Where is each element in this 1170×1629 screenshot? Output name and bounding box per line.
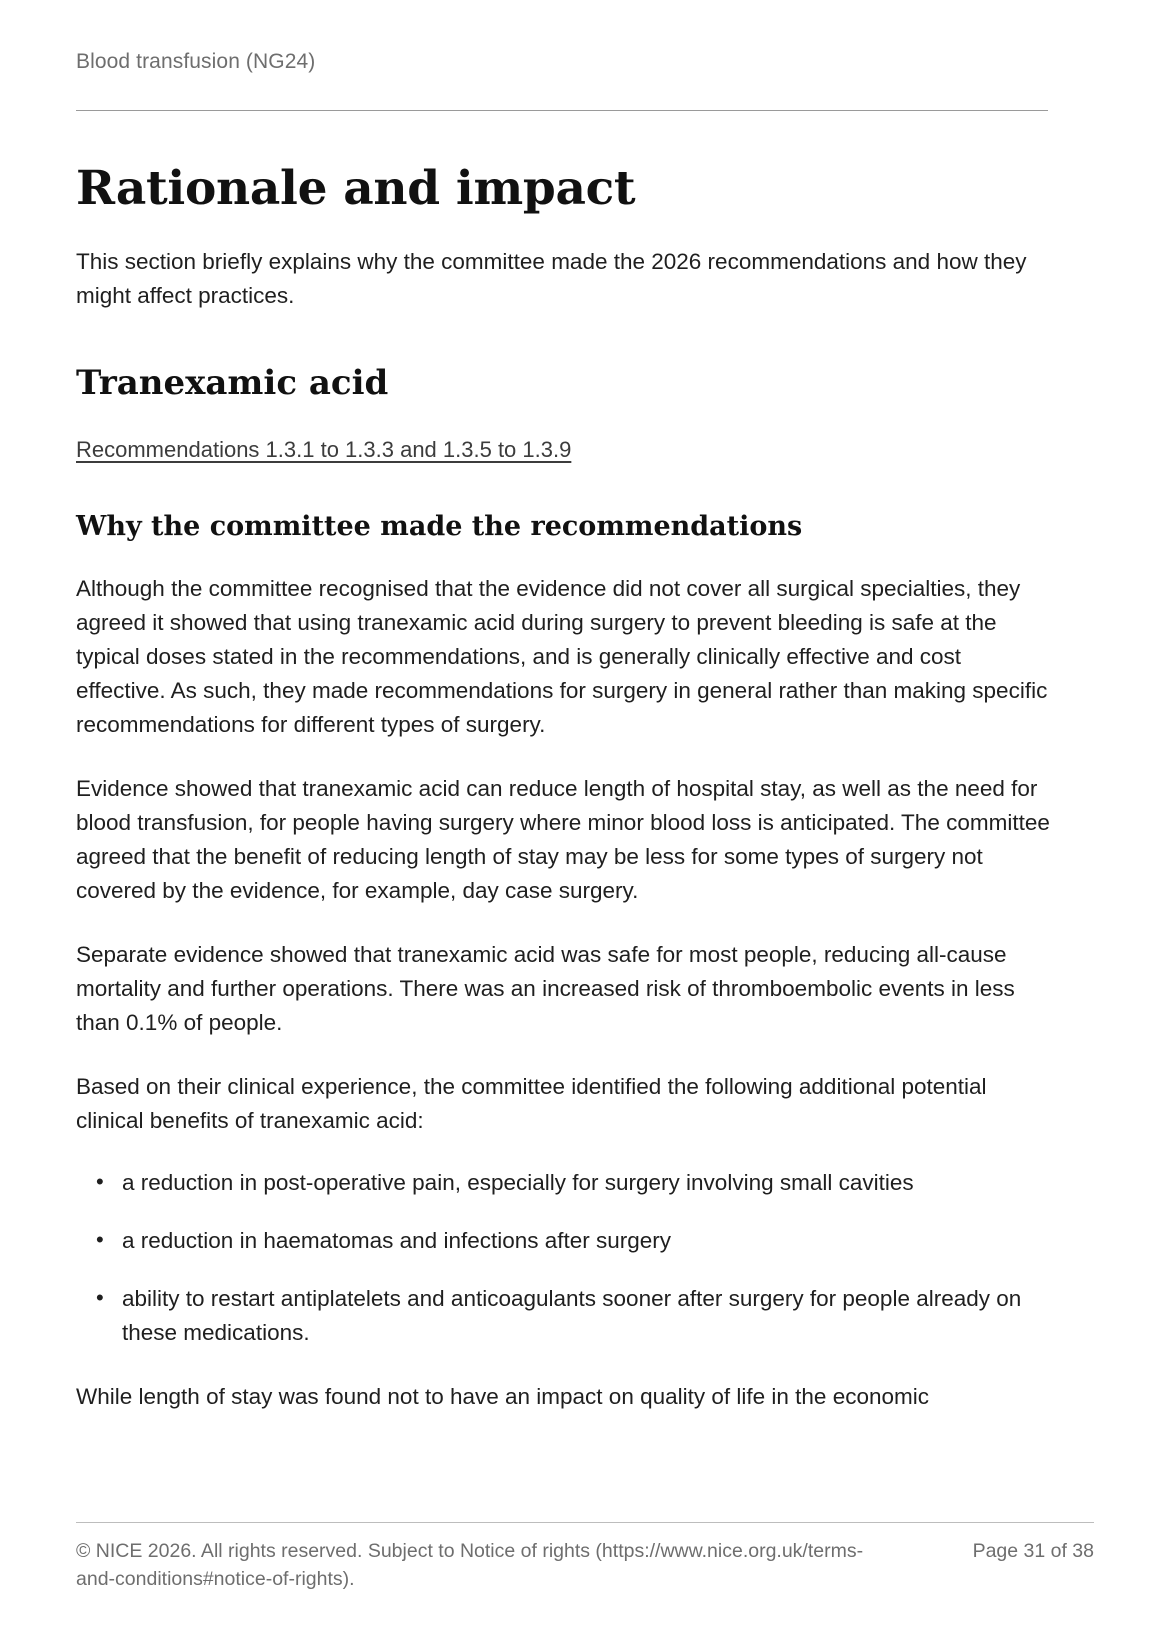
page-title: Rationale and impact [76,161,636,216]
paragraph-1: Although the committee recognised that the evidence did not cover all surgical specialties, they agreed it showed that using tranexamic acid during surgery to prevent bleeding is safe at the typical doses stated in the recommendations, and is generally clinically effective and cost effective. As such, they made recommendations for surgery in general rather than making specific recommendations for different types of surgery. [76,575,1048,737]
paragraph-4: Based on their clinical experience, the committee identified the following additional potential clinical benefits of tranexamic acid: [76,1073,987,1133]
footer-row [76,1537,1094,1593]
intro-paragraph: This section briefly explains why the committee made the 2026 recommendations and how they might affect practices. [76,248,1027,308]
document-header-title: Blood transfusion (NG24) [76,50,316,73]
paragraph-3: Separate evidence showed that tranexamic acid was safe for most people, reducing all-cause mortality and further operations. There was an increased risk of thromboembolic events in less than 0.1% of people. [76,941,1015,1035]
closing-paragraph: While length of stay was found not to have an impact on quality of life in the economic [76,1383,929,1409]
subsection-heading-why-committee: Why the committee made the recommendations [76,510,803,542]
footer-divider [76,1522,1094,1523]
list-item: • ability to restart antiplatelets and anticoagulants sooner after surgery for people already on these medications. [122,1282,1052,1350]
list-item: • a reduction in post-operative pain, especially for surgery involving small cavities [122,1166,1052,1200]
footer-copyright: © NICE 2026. All rights reserved. Subject to Notice of rights (https://www.nice.org.uk/terms-and-conditions#notice-of-rights). [76,1540,864,1590]
paragraph-2: Evidence showed that tranexamic acid can reduce length of hospital stay, as well as the need for blood transfusion, for people having surgery where minor blood loss is anticipated. The committee agreed that the benefit of reducing length of stay may be less for some types of surgery not covered by the evidence, for example, day case surgery. [76,775,1050,903]
recommendations-link-container [76,437,1094,463]
header-divider [76,110,1048,111]
list-item: • a reduction in haematomas and infections after surgery [122,1224,1052,1258]
benefits-list [76,1166,1094,1350]
section-heading-tranexamic-acid: Tranexamic acid [76,362,389,403]
page-footer [76,1522,1094,1593]
recommendations-link[interactable]: Recommendations 1.3.1 to 1.3.3 and 1.3.5 to 1.3.9 [76,436,572,462]
footer-page-number: Page 31 of 38 [972,1540,1094,1562]
